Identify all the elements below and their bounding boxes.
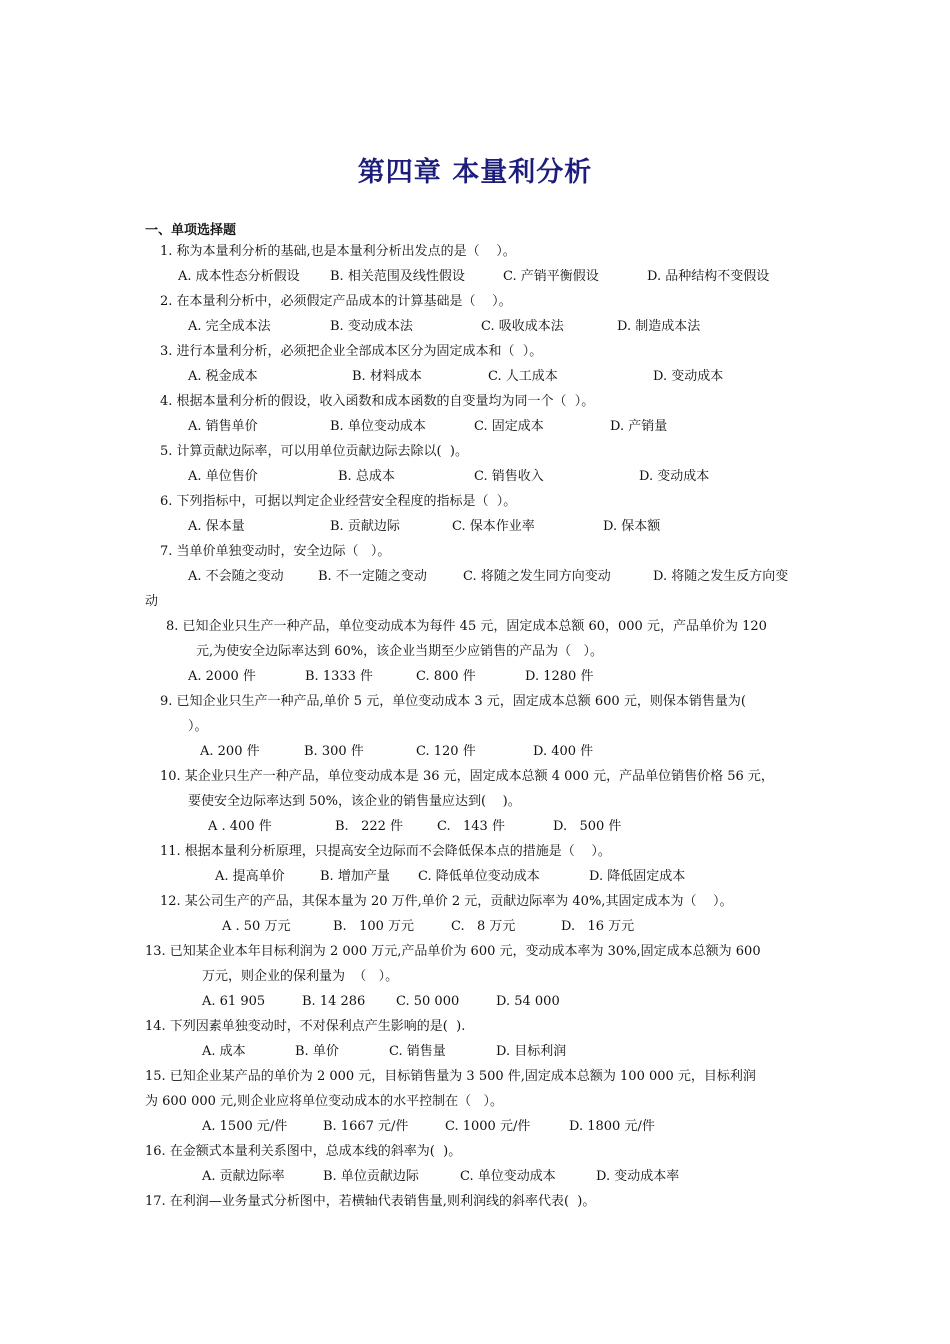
q16-option-d: D. 变动成本率: [596, 1169, 680, 1184]
q4-option-b: B. 单位变动成本: [330, 419, 426, 434]
q12-option-a: A . 50 万元: [222, 919, 291, 934]
question-10-cont: 要使安全边际率达到 50%，该企业的销售量应达到( )。: [188, 794, 521, 809]
q5-option-b: B. 总成本: [338, 469, 395, 484]
q11-option-b: B. 增加产量: [320, 869, 390, 884]
q13-option-d: D. 54 000: [496, 994, 560, 1009]
question-10: 10. 某企业只生产一种产品，单位变动成本是 36 元，固定成本总额 4 000 元，产品单位销售价格 56 元，: [160, 769, 774, 784]
question-14: 14. 下列因素单独变动时，不对保利点产生影响的是( ).: [145, 1019, 466, 1034]
q10-option-a: A . 400 件: [208, 819, 272, 834]
question-8-cont: 元,为使安全边际率达到 60%，该企业当期至少应销售的产品为（ ）。: [196, 644, 604, 659]
q5-option-c: C. 销售收入: [474, 469, 544, 484]
question-12: 12. 某公司生产的产品，其保本量为 20 万件,单价 2 元，贡献边际率为 40%,其固定成本为（ ）。: [160, 894, 733, 909]
q15-option-c: C. 1000 元/件: [445, 1119, 531, 1134]
question-2: 2. 在本量利分析中，必须假定产品成本的计算基础是（ ）。: [160, 294, 512, 309]
q6-option-a: A. 保本量: [188, 519, 245, 534]
question-11: 11. 根据本量利分析原理，只提高安全边际而不会降低保本点的措施是（ ）。: [160, 844, 611, 859]
q3-option-d: D. 变动成本: [653, 369, 724, 384]
q12-option-b: B. 100 万元: [333, 919, 415, 934]
q8-option-b: B. 1333 件: [305, 669, 374, 684]
q1-option-b: B. 相关范围及线性假设: [330, 269, 465, 284]
q16-option-a: A. 贡献边际率: [202, 1169, 285, 1184]
question-13: 13. 已知某企业本年目标利润为 2 000 万元,产品单价为 600 元，变动成本率为 30%,固定成本总额为 600: [145, 944, 761, 959]
question-8: 8. 已知企业只生产一种产品，单位变动成本为每件 45 元，固定成本总额 60，000 元，产品单价为 120: [166, 619, 767, 634]
question-5: 5. 计算贡献边际率，可以用单位贡献边际去除以( )。: [160, 444, 468, 459]
question-9: 9. 已知企业只生产一种产品,单价 5 元，单位变动成本 3 元，固定成本总额 600 元，则保本销售量为(: [160, 694, 746, 709]
question-13-cont: 万元，则企业的保利量为 （ ）。: [202, 969, 399, 984]
q7-option-b: B. 不一定随之变动: [318, 569, 427, 584]
q9-option-d: D. 400 件: [533, 744, 594, 759]
q9-option-c: C. 120 件: [416, 744, 476, 759]
q4-option-d: D. 产销量: [610, 419, 668, 434]
question-15-cont: 为 600 000 元,则企业应将单位变动成本的水平控制在（ ）。: [145, 1094, 504, 1109]
q13-option-a: A. 61 905: [202, 994, 266, 1009]
q10-option-b: B. 222 件: [335, 819, 404, 834]
q1-option-c: C. 产销平衡假设: [503, 269, 599, 284]
q15-option-b: B. 1667 元/件: [323, 1119, 409, 1134]
q9-option-b: B. 300 件: [304, 744, 364, 759]
q6-option-b: B. 贡献边际: [330, 519, 400, 534]
q12-option-c: C. 8 万元: [451, 919, 516, 934]
question-3: 3. 进行本量利分析，必须把企业全部成本区分为固定成本和（ ）。: [160, 344, 543, 359]
question-1: 1. 称为本量利分析的基础,也是本量利分析出发点的是（ ）。: [160, 244, 516, 259]
q6-option-d: D. 保本额: [603, 519, 661, 534]
q16-option-c: C. 单位变动成本: [460, 1169, 556, 1184]
q8-option-a: A. 2000 件: [188, 669, 256, 684]
q10-option-c: C. 143 件: [437, 819, 505, 834]
q14-option-a: A. 成本: [202, 1044, 246, 1059]
q3-option-a: A. 税金成本: [188, 369, 258, 384]
q8-option-d: D. 1280 件: [525, 669, 594, 684]
q11-option-d: D. 降低固定成本: [589, 869, 686, 884]
question-4: 4. 根据本量利分析的假设，收入函数和成本函数的自变量均为同一个（ ）。: [160, 394, 595, 409]
q2-option-a: A. 完全成本法: [188, 319, 271, 334]
q15-option-d: D. 1800 元/件: [569, 1119, 655, 1134]
q9-option-a: A. 200 件: [200, 744, 260, 759]
q3-option-b: B. 材料成本: [352, 369, 422, 384]
q6-option-c: C. 保本作业率: [452, 519, 535, 534]
q7-option-c: C. 将随之发生同方向变动: [463, 569, 611, 584]
question-15: 15. 已知企业某产品的单价为 2 000 元，目标销售量为 3 500 件,固定成本总额为 100 000 元，目标利润: [145, 1069, 756, 1084]
q2-option-c: C. 吸收成本法: [481, 319, 564, 334]
question-16: 16. 在金额式本量利关系图中，总成本线的斜率为( )。: [145, 1144, 462, 1159]
q2-option-b: B. 变动成本法: [330, 319, 413, 334]
q5-option-a: A. 单位售价: [188, 469, 258, 484]
q14-option-d: D. 目标利润: [496, 1044, 567, 1059]
q7-option-d-wrap: 动: [145, 594, 159, 609]
question-9-cont: ）。: [188, 719, 208, 734]
q12-option-d: D. 16 万元: [561, 919, 635, 934]
q14-option-c: C. 销售量: [389, 1044, 446, 1059]
page-title: 第四章 本量利分析: [357, 157, 593, 188]
q13-option-b: B. 14 286: [302, 994, 366, 1009]
question-17: 17. 在利润—业务量式分析图中，若横轴代表销售量,则利润线的斜率代表( )。: [145, 1194, 596, 1209]
q8-option-c: C. 800 件: [416, 669, 476, 684]
q4-option-a: A. 销售单价: [188, 419, 258, 434]
q2-option-d: D. 制造成本法: [617, 319, 701, 334]
q16-option-b: B. 单位贡献边际: [323, 1169, 419, 1184]
q10-option-d: D. 500 件: [553, 819, 622, 834]
q11-option-c: C. 降低单位变动成本: [418, 869, 540, 884]
q13-option-c: C. 50 000: [396, 994, 460, 1009]
q7-option-d: D. 将随之发生反方向变: [653, 569, 789, 584]
q11-option-a: A. 提高单价: [215, 869, 285, 884]
q1-option-a: A. 成本性态分析假设: [178, 269, 300, 284]
q5-option-d: D. 变动成本: [639, 469, 710, 484]
q4-option-c: C. 固定成本: [474, 419, 544, 434]
question-6: 6. 下列指标中，可据以判定企业经营安全程度的指标是（ ）。: [160, 494, 517, 509]
q7-option-a: A. 不会随之变动: [188, 569, 284, 584]
q14-option-b: B. 单价: [295, 1044, 339, 1059]
section-heading: 一、单项选择题: [145, 223, 237, 238]
q15-option-a: A. 1500 元/件: [202, 1119, 288, 1134]
q3-option-c: C. 人工成本: [488, 369, 558, 384]
question-7: 7. 当单价单独变动时，安全边际（ ）。: [160, 544, 391, 559]
q1-option-d: D. 品种结构不变假设: [647, 269, 770, 284]
